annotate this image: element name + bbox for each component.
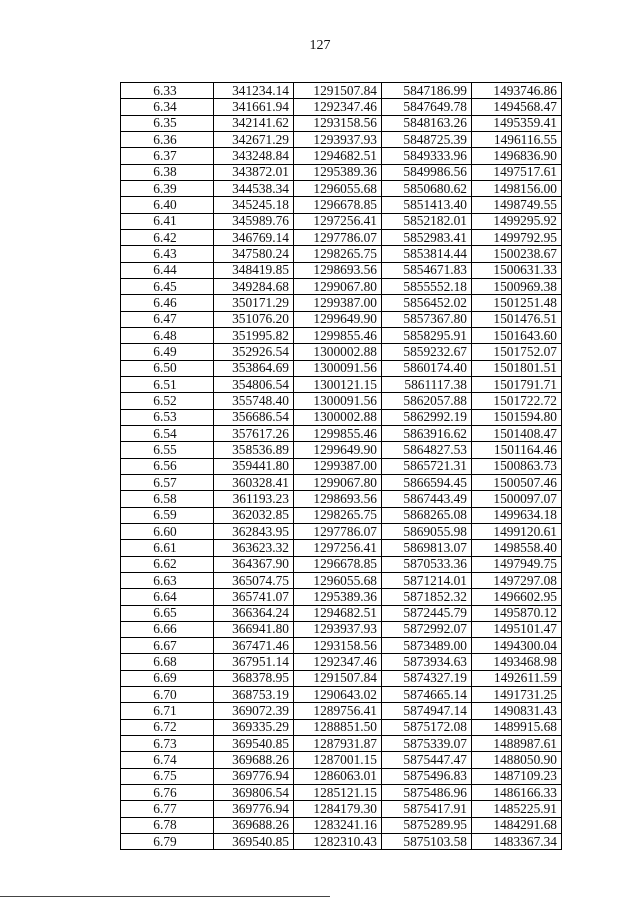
coordinate-cell: 1494568.47 <box>472 99 562 115</box>
table-row <box>121 164 562 180</box>
point-id-cell: 6.53 <box>121 409 214 425</box>
coordinate-cell: 1300091.56 <box>294 360 382 376</box>
coordinate-cell: 351076.20 <box>214 311 294 327</box>
coordinate-cell: 365741.07 <box>214 589 294 605</box>
table-row <box>121 834 562 850</box>
coordinate-cell: 5858295.91 <box>382 327 472 343</box>
table-row <box>121 654 562 670</box>
coordinate-cell: 5875447.47 <box>382 752 472 768</box>
coordinate-cell: 5869055.98 <box>382 523 472 539</box>
coordinate-cell: 362843.95 <box>214 523 294 539</box>
coordinate-cell: 1287001.15 <box>294 752 382 768</box>
table-row <box>121 719 562 735</box>
coordinates-table-body <box>121 83 562 850</box>
coordinate-cell: 5855552.18 <box>382 278 472 294</box>
coordinate-cell: 361193.23 <box>214 491 294 507</box>
coordinate-cell: 5848725.39 <box>382 131 472 147</box>
point-id-cell: 6.76 <box>121 785 214 801</box>
coordinate-cell: 1294682.51 <box>294 148 382 164</box>
coordinate-cell: 369688.26 <box>214 817 294 833</box>
table-row <box>121 801 562 817</box>
coordinate-cell: 1493468.98 <box>472 654 562 670</box>
coordinate-cell: 1299387.00 <box>294 295 382 311</box>
coordinate-cell: 1293937.93 <box>294 621 382 637</box>
table-row <box>121 409 562 425</box>
coordinate-cell: 1494300.04 <box>472 638 562 654</box>
coordinate-cell: 5849333.96 <box>382 148 472 164</box>
table-row <box>121 180 562 196</box>
coordinate-cell: 1483367.34 <box>472 834 562 850</box>
table-row <box>121 605 562 621</box>
coordinate-cell: 1300091.56 <box>294 393 382 409</box>
coordinate-cell: 5872992.07 <box>382 621 472 637</box>
coordinate-cell: 353864.69 <box>214 360 294 376</box>
coordinate-cell: 359441.80 <box>214 458 294 474</box>
coordinate-cell: 1501408.47 <box>472 425 562 441</box>
coordinate-cell: 1299067.80 <box>294 278 382 294</box>
point-id-cell: 6.71 <box>121 703 214 719</box>
coordinate-cell: 1295389.36 <box>294 164 382 180</box>
coordinate-cell: 1487109.23 <box>472 768 562 784</box>
coordinate-cell: 1287931.87 <box>294 736 382 752</box>
coordinate-cell: 1300002.88 <box>294 409 382 425</box>
table-row <box>121 703 562 719</box>
coordinate-cell: 345245.18 <box>214 197 294 213</box>
point-id-cell: 6.75 <box>121 768 214 784</box>
coordinate-cell: 341234.14 <box>214 83 294 99</box>
table-row <box>121 360 562 376</box>
coordinate-cell: 5875486.96 <box>382 785 472 801</box>
coordinate-cell: 5871214.01 <box>382 572 472 588</box>
coordinate-cell: 5849986.56 <box>382 164 472 180</box>
coordinate-cell: 1500863.73 <box>472 458 562 474</box>
table-row <box>121 670 562 686</box>
coordinate-cell: 1292347.46 <box>294 654 382 670</box>
coordinate-cell: 1489915.68 <box>472 719 562 735</box>
coordinate-cell: 1496116.55 <box>472 131 562 147</box>
coordinate-cell: 5863916.62 <box>382 425 472 441</box>
coordinate-cell: 369072.39 <box>214 703 294 719</box>
coordinate-cell: 5847186.99 <box>382 83 472 99</box>
coordinate-cell: 348419.85 <box>214 262 294 278</box>
coordinate-cell: 5867443.49 <box>382 491 472 507</box>
table-row <box>121 344 562 360</box>
point-id-cell: 6.50 <box>121 360 214 376</box>
coordinate-cell: 367951.14 <box>214 654 294 670</box>
point-id-cell: 6.48 <box>121 327 214 343</box>
coordinate-cell: 5851413.40 <box>382 197 472 213</box>
point-id-cell: 6.77 <box>121 801 214 817</box>
coordinate-cell: 1297256.41 <box>294 213 382 229</box>
table-row <box>121 752 562 768</box>
coordinate-cell: 1500969.38 <box>472 278 562 294</box>
table-row <box>121 491 562 507</box>
coordinate-cell: 1500097.07 <box>472 491 562 507</box>
point-id-cell: 6.44 <box>121 262 214 278</box>
table-row <box>121 278 562 294</box>
coordinate-cell: 1499120.61 <box>472 523 562 539</box>
coordinate-cell: 1296055.68 <box>294 572 382 588</box>
coordinate-cell: 1297786.07 <box>294 523 382 539</box>
coordinate-cell: 369540.85 <box>214 736 294 752</box>
coordinate-cell: 366941.80 <box>214 621 294 637</box>
coordinate-cell: 1298265.75 <box>294 507 382 523</box>
coordinate-cell: 342671.29 <box>214 131 294 147</box>
point-id-cell: 6.66 <box>121 621 214 637</box>
point-id-cell: 6.55 <box>121 442 214 458</box>
coordinate-cell: 5854671.83 <box>382 262 472 278</box>
point-id-cell: 6.34 <box>121 99 214 115</box>
coordinate-cell: 5852182.01 <box>382 213 472 229</box>
coordinate-cell: 369335.29 <box>214 719 294 735</box>
coordinate-cell: 351995.82 <box>214 327 294 343</box>
coordinate-cell: 1500507.46 <box>472 474 562 490</box>
table-row <box>121 736 562 752</box>
table-row <box>121 817 562 833</box>
table-row <box>121 311 562 327</box>
coordinate-cell: 1293158.56 <box>294 638 382 654</box>
table-row <box>121 474 562 490</box>
coordinate-cell: 1291507.84 <box>294 670 382 686</box>
point-id-cell: 6.46 <box>121 295 214 311</box>
coordinate-cell: 346769.14 <box>214 229 294 245</box>
point-id-cell: 6.38 <box>121 164 214 180</box>
coordinate-cell: 1498558.40 <box>472 540 562 556</box>
table-row <box>121 262 562 278</box>
coordinate-cell: 1497949.75 <box>472 556 562 572</box>
table-row <box>121 425 562 441</box>
coordinate-cell: 341661.94 <box>214 99 294 115</box>
table-row <box>121 327 562 343</box>
table-row <box>121 768 562 784</box>
coordinate-cell: 1296055.68 <box>294 180 382 196</box>
point-id-cell: 6.68 <box>121 654 214 670</box>
point-id-cell: 6.70 <box>121 687 214 703</box>
point-id-cell: 6.67 <box>121 638 214 654</box>
coordinate-cell: 1289756.41 <box>294 703 382 719</box>
coordinate-cell: 5852983.41 <box>382 229 472 245</box>
coordinate-cell: 1501476.51 <box>472 311 562 327</box>
point-id-cell: 6.57 <box>121 474 214 490</box>
coordinate-cell: 1488050.90 <box>472 752 562 768</box>
coordinate-cell: 1294682.51 <box>294 605 382 621</box>
point-id-cell: 6.47 <box>121 311 214 327</box>
coordinate-cell: 1496836.90 <box>472 148 562 164</box>
coordinate-cell: 1490831.43 <box>472 703 562 719</box>
coordinate-cell: 365074.75 <box>214 572 294 588</box>
point-id-cell: 6.41 <box>121 213 214 229</box>
coordinate-cell: 1299649.90 <box>294 442 382 458</box>
coordinate-cell: 5869813.07 <box>382 540 472 556</box>
point-id-cell: 6.56 <box>121 458 214 474</box>
coordinate-cell: 343872.01 <box>214 164 294 180</box>
point-id-cell: 6.49 <box>121 344 214 360</box>
table-row <box>121 621 562 637</box>
coordinate-cell: 5853814.44 <box>382 246 472 262</box>
coordinate-cell: 1297786.07 <box>294 229 382 245</box>
coordinate-cell: 1296678.85 <box>294 556 382 572</box>
point-id-cell: 6.69 <box>121 670 214 686</box>
point-id-cell: 6.51 <box>121 376 214 392</box>
coordinate-cell: 5874947.14 <box>382 703 472 719</box>
coordinate-cell: 364367.90 <box>214 556 294 572</box>
coordinate-cell: 5861117.38 <box>382 376 472 392</box>
point-id-cell: 6.62 <box>121 556 214 572</box>
coordinate-cell: 1299649.90 <box>294 311 382 327</box>
coordinate-cell: 355748.40 <box>214 393 294 409</box>
coordinate-cell: 1282310.43 <box>294 834 382 850</box>
coordinate-cell: 5850680.62 <box>382 180 472 196</box>
coordinate-cell: 5864827.53 <box>382 442 472 458</box>
coordinate-cell: 1485225.91 <box>472 801 562 817</box>
coordinate-cell: 5871852.32 <box>382 589 472 605</box>
point-id-cell: 6.42 <box>121 229 214 245</box>
coordinate-cell: 1296678.85 <box>294 197 382 213</box>
table-row <box>121 295 562 311</box>
coordinate-cell: 369776.94 <box>214 801 294 817</box>
coordinate-cell: 342141.62 <box>214 115 294 131</box>
coordinate-cell: 1498156.00 <box>472 180 562 196</box>
table-row <box>121 785 562 801</box>
coordinate-cell: 1295389.36 <box>294 589 382 605</box>
table-row <box>121 115 562 131</box>
coordinate-cell: 1298693.56 <box>294 262 382 278</box>
coordinate-cell: 369540.85 <box>214 834 294 850</box>
coordinates-table <box>120 82 562 850</box>
coordinate-cell: 1491731.25 <box>472 687 562 703</box>
coordinate-cell: 1492611.59 <box>472 670 562 686</box>
coordinate-cell: 1285121.15 <box>294 785 382 801</box>
coordinate-cell: 5857367.80 <box>382 311 472 327</box>
coordinate-cell: 5872445.79 <box>382 605 472 621</box>
point-id-cell: 6.64 <box>121 589 214 605</box>
page-number: 127 <box>309 38 331 53</box>
coordinate-cell: 366364.24 <box>214 605 294 621</box>
point-id-cell: 6.58 <box>121 491 214 507</box>
coordinate-cell: 360328.41 <box>214 474 294 490</box>
coordinate-cell: 1300121.15 <box>294 376 382 392</box>
coordinate-cell: 352926.54 <box>214 344 294 360</box>
coordinate-cell: 1501251.48 <box>472 295 562 311</box>
coordinate-cell: 343248.84 <box>214 148 294 164</box>
table-row <box>121 213 562 229</box>
point-id-cell: 6.73 <box>121 736 214 752</box>
coordinate-cell: 1501594.80 <box>472 409 562 425</box>
coordinate-cell: 5874665.14 <box>382 687 472 703</box>
coordinate-cell: 1300002.88 <box>294 344 382 360</box>
coordinate-cell: 357617.26 <box>214 425 294 441</box>
coordinate-cell: 5873934.63 <box>382 654 472 670</box>
point-id-cell: 6.63 <box>121 572 214 588</box>
coordinate-cell: 5875103.58 <box>382 834 472 850</box>
coordinate-cell: 368753.19 <box>214 687 294 703</box>
coordinate-cell: 347580.24 <box>214 246 294 262</box>
point-id-cell: 6.78 <box>121 817 214 833</box>
point-id-cell: 6.74 <box>121 752 214 768</box>
coordinate-cell: 1499295.92 <box>472 213 562 229</box>
coordinate-cell: 5865721.31 <box>382 458 472 474</box>
coordinate-cell: 5875339.07 <box>382 736 472 752</box>
point-id-cell: 6.36 <box>121 131 214 147</box>
coordinate-cell: 363623.32 <box>214 540 294 556</box>
point-id-cell: 6.37 <box>121 148 214 164</box>
coordinate-cell: 5873489.00 <box>382 638 472 654</box>
coordinate-cell: 356686.54 <box>214 409 294 425</box>
coordinate-cell: 1298693.56 <box>294 491 382 507</box>
coordinate-cell: 1497297.08 <box>472 572 562 588</box>
coordinate-cell: 5870533.36 <box>382 556 472 572</box>
point-id-cell: 6.65 <box>121 605 214 621</box>
coordinate-cell: 5874327.19 <box>382 670 472 686</box>
coordinate-cell: 1293937.93 <box>294 131 382 147</box>
table-row <box>121 638 562 654</box>
table-row <box>121 572 562 588</box>
point-id-cell: 6.61 <box>121 540 214 556</box>
coordinate-cell: 1288851.50 <box>294 719 382 735</box>
table-row <box>121 523 562 539</box>
coordinate-cell: 1299855.46 <box>294 425 382 441</box>
coordinate-cell: 1299855.46 <box>294 327 382 343</box>
coordinate-cell: 1498749.55 <box>472 197 562 213</box>
coordinate-cell: 1299387.00 <box>294 458 382 474</box>
coordinate-cell: 1298265.75 <box>294 246 382 262</box>
table-row <box>121 458 562 474</box>
coordinate-cell: 1500631.33 <box>472 262 562 278</box>
coordinate-cell: 344538.34 <box>214 180 294 196</box>
coordinate-cell: 369688.26 <box>214 752 294 768</box>
table-row <box>121 99 562 115</box>
point-id-cell: 6.35 <box>121 115 214 131</box>
coordinate-cell: 1290643.02 <box>294 687 382 703</box>
point-id-cell: 6.40 <box>121 197 214 213</box>
table-row <box>121 148 562 164</box>
coordinate-cell: 1283241.16 <box>294 817 382 833</box>
coordinate-cell: 5856452.02 <box>382 295 472 311</box>
table-row <box>121 589 562 605</box>
coordinate-cell: 1496602.95 <box>472 589 562 605</box>
coordinate-cell: 368378.95 <box>214 670 294 686</box>
point-id-cell: 6.79 <box>121 834 214 850</box>
point-id-cell: 6.39 <box>121 180 214 196</box>
coordinate-cell: 369806.54 <box>214 785 294 801</box>
coordinate-cell: 5866594.45 <box>382 474 472 490</box>
coordinate-cell: 1501801.51 <box>472 360 562 376</box>
coordinate-cell: 5868265.08 <box>382 507 472 523</box>
coordinate-cell: 1495101.47 <box>472 621 562 637</box>
point-id-cell: 6.54 <box>121 425 214 441</box>
table-row <box>121 131 562 147</box>
coordinate-cell: 1286063.01 <box>294 768 382 784</box>
coordinate-cell: 1501164.46 <box>472 442 562 458</box>
table-row <box>121 687 562 703</box>
coordinate-cell: 345989.76 <box>214 213 294 229</box>
coordinate-cell: 1501643.60 <box>472 327 562 343</box>
point-id-cell: 6.59 <box>121 507 214 523</box>
table-row <box>121 246 562 262</box>
table-row <box>121 507 562 523</box>
coordinate-cell: 1501752.07 <box>472 344 562 360</box>
coordinate-cell: 354806.54 <box>214 376 294 392</box>
coordinate-cell: 369776.94 <box>214 768 294 784</box>
coordinate-cell: 5875417.91 <box>382 801 472 817</box>
coordinate-cell: 1293158.56 <box>294 115 382 131</box>
coordinate-cell: 5847649.78 <box>382 99 472 115</box>
table-row <box>121 229 562 245</box>
coordinate-cell: 5862992.19 <box>382 409 472 425</box>
coordinate-cell: 1495359.41 <box>472 115 562 131</box>
table-row <box>121 442 562 458</box>
coordinate-cell: 1493746.86 <box>472 83 562 99</box>
table-row <box>121 197 562 213</box>
point-id-cell: 6.52 <box>121 393 214 409</box>
coordinate-cell: 1299067.80 <box>294 474 382 490</box>
coordinate-cell: 1499634.18 <box>472 507 562 523</box>
coordinate-cell: 1501722.72 <box>472 393 562 409</box>
coordinate-cell: 1497517.61 <box>472 164 562 180</box>
footer-rule <box>0 896 330 897</box>
table-row <box>121 376 562 392</box>
coordinate-cell: 1501791.71 <box>472 376 562 392</box>
coordinate-cell: 1499792.95 <box>472 229 562 245</box>
table-row <box>121 393 562 409</box>
coordinate-cell: 367471.46 <box>214 638 294 654</box>
coordinate-cell: 1297256.41 <box>294 540 382 556</box>
coordinate-cell: 5859232.67 <box>382 344 472 360</box>
point-id-cell: 6.33 <box>121 83 214 99</box>
coordinate-cell: 1292347.46 <box>294 99 382 115</box>
coordinate-cell: 362032.85 <box>214 507 294 523</box>
table-row <box>121 540 562 556</box>
coordinate-cell: 5875289.95 <box>382 817 472 833</box>
point-id-cell: 6.43 <box>121 246 214 262</box>
coordinate-cell: 5860174.40 <box>382 360 472 376</box>
coordinate-cell: 5848163.26 <box>382 115 472 131</box>
point-id-cell: 6.60 <box>121 523 214 539</box>
coordinate-cell: 350171.29 <box>214 295 294 311</box>
coordinate-cell: 1495870.12 <box>472 605 562 621</box>
point-id-cell: 6.72 <box>121 719 214 735</box>
coordinate-cell: 5875172.08 <box>382 719 472 735</box>
coordinate-cell: 5875496.83 <box>382 768 472 784</box>
coordinate-cell: 1488987.61 <box>472 736 562 752</box>
table-row <box>121 556 562 572</box>
coordinate-cell: 349284.68 <box>214 278 294 294</box>
point-id-cell: 6.45 <box>121 278 214 294</box>
table-row <box>121 83 562 99</box>
coordinate-cell: 1484291.68 <box>472 817 562 833</box>
coordinate-cell: 1291507.84 <box>294 83 382 99</box>
coordinate-cell: 1486166.33 <box>472 785 562 801</box>
coordinate-cell: 5862057.88 <box>382 393 472 409</box>
coordinate-cell: 1500238.67 <box>472 246 562 262</box>
coordinate-cell: 1284179.30 <box>294 801 382 817</box>
coordinate-cell: 358536.89 <box>214 442 294 458</box>
